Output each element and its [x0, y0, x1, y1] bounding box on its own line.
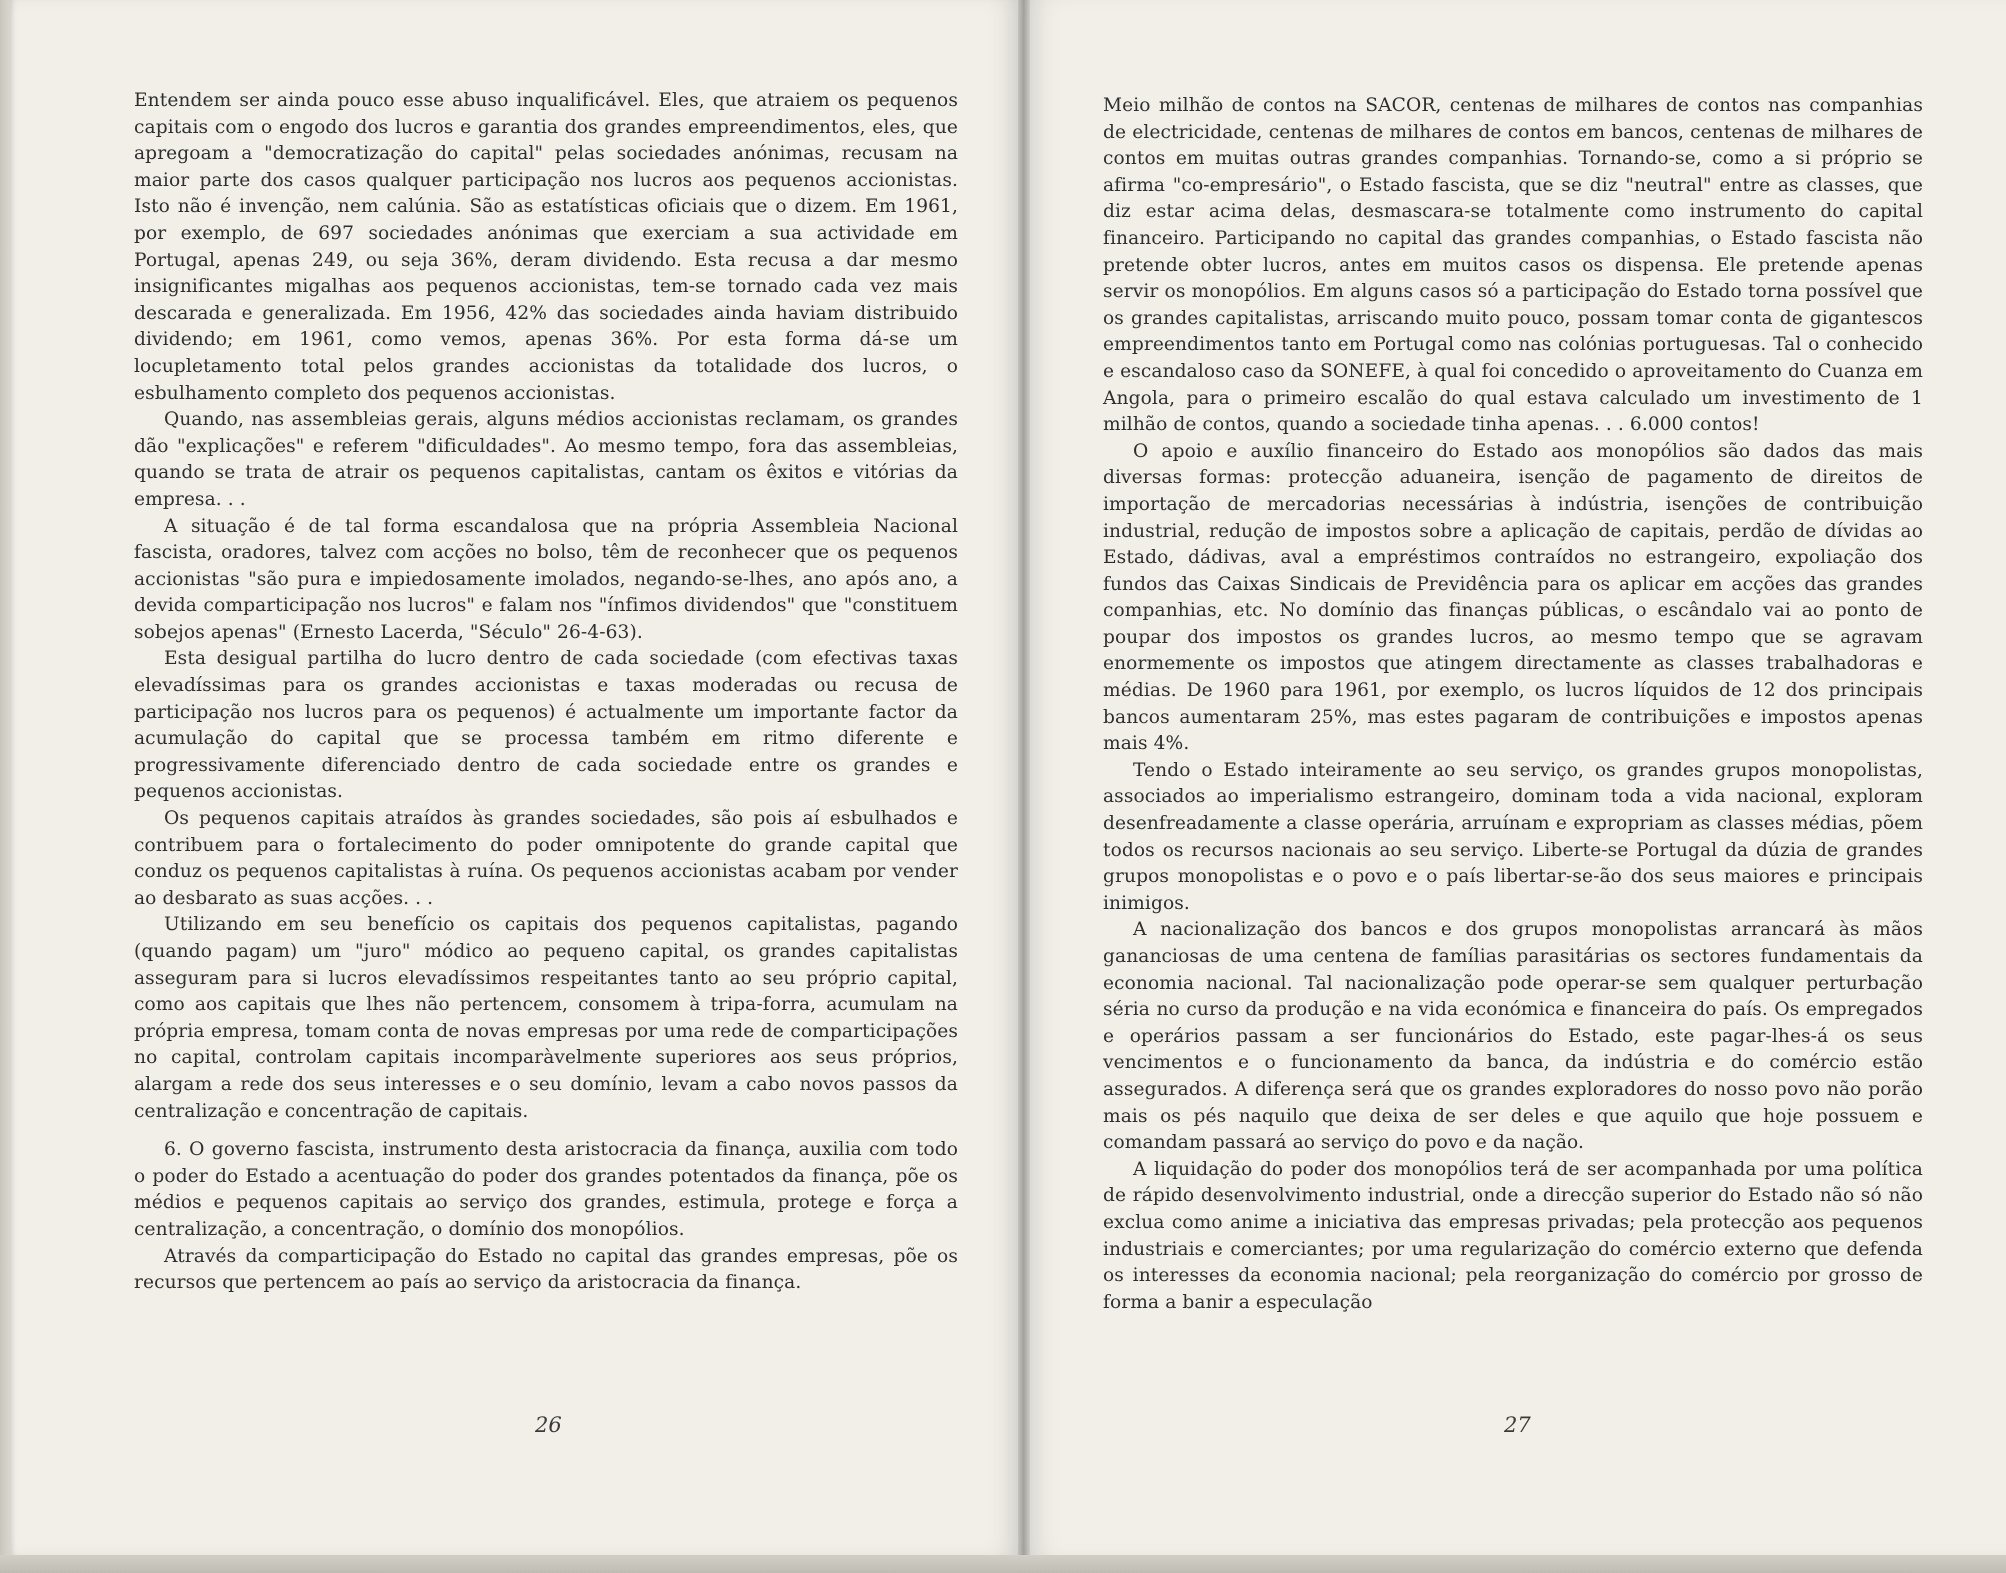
paragraph: O apoio e auxílio financeiro do Estado aos monopólios são dados das mais diversas formas: protecção aduaneira, isenção de pagamento de direitos de importação de mercadorias necessárias à indústria, isenções de contribuição industrial, redução de impostos sobre a aplicação de capitais, perdão de dívidas ao Estado, dádivas, aval a empréstimos contraídos no estrangeiro, expoliação dos fundos das Caixas Sindicais de Previdência para os aplicar em acções das grandes companhias, etc. No domínio das finanças públicas, o escândalo vai ao ponto de poupar dos impostos os grandes lucros, ao mesmo tempo que se agravam enormemente os impostos que atingem directamente as classes trabalhadoras e médias. De 1960 para 1961, por exemplo, os lucros líquidos de 12 dos principais bancos aumentaram 25%, mas estes pagaram de contribuições e impostos apenas mais 4%. — [1103, 440, 1923, 755]
paragraph: Quando, nas assembleias gerais, alguns médios accionistas reclamam, os grandes dão "explicações" e referem "dificuldades". Ao mesmo tempo, fora das assembleias, quando se trata de atrair os pequenos capitalistas, cantam os êxitos e vitórias da empresa. . . — [134, 409, 958, 510]
paragraph: 6. O governo fascista, instrumento desta aristocracia da finança, auxilia com todo o poder do Estado a acentuação do poder dos grandes potentados da finança, põe os médios e pequenos capitais ao serviço dos grandes, estimula, protege e força a centralização, a concentração, o domínio dos monopólios. — [134, 1139, 958, 1240]
page-number: 27 — [1504, 1413, 1531, 1437]
paragraph: A situação é de tal forma escandalosa que na própria Assembleia Nacional fascista, oradores, talvez com acções no bolso, têm de reconhecer que os pequenos accionistas "são pura e impiedosamente imolados, negando-se-lhes, ano após ano, a devida comparticipação nos lucros" e falam nos "ínfimos dividendos" que "constituem sobejos apenas" (Ernesto Lacerda, "Século" 26-4-63). — [134, 515, 958, 643]
right-page-text — [1103, 93, 1923, 1316]
paragraph: A nacionalização dos bancos e dos grupos monopolistas arrancará às mãos gananciosas de uma centena de famílias parasitárias os sectores fundamentais da economia nacional. Tal nacionalização pode operar-se sem qualquer perturbação séria no curso da produção e na vida económica e financeira do país. Os empregados e operários passam a ser funcionários do Estado, este pagar-lhes-á os seus vencimentos e o funcionamento da banca, da indústria e do comércio estão assegurados. A diferença será que os grandes exploradores do nosso povo não porão mais os pés naquilo que deixa de ser deles e que aquilo que hoje possuem e comandam passará ao serviço do povo e da nação. — [1103, 919, 1923, 1154]
paragraph: Os pequenos capitais atraídos às grandes sociedades, são pois aí esbulhados e contribuem para o fortalecimento do poder omnipotente do grande capital que conduz os pequenos capitalistas à ruína. Os pequenos accionistas acabam por vender ao desbarato as suas acções. . . — [134, 808, 958, 909]
paragraph: Através da comparticipação do Estado no capital das grandes empresas, põe os recursos que pertencem ao país ao serviço da aristocracia da finança. — [134, 1245, 958, 1294]
left-page-text — [134, 88, 958, 1297]
paragraph: Tendo o Estado inteiramente ao seu serviço, os grandes grupos monopolistas, associados ao imperialismo estrangeiro, dominam toda a vida nacional, exploram desenfreadamente a classe operária, arruínam e expropriam as classes médias, põem todos os recursos nacionais ao seu serviço. Liberte-se Portugal da dúzia de grandes grupos monopolistas e o povo e o país libertar-se-ão dos seus maiores e principais inimigos. — [1103, 759, 1923, 914]
book-edge-bottom — [0, 1555, 2006, 1573]
book-gutter — [1018, 0, 1030, 1555]
left-page — [10, 0, 1024, 1555]
page-number: 26 — [535, 1413, 562, 1437]
paragraph: A liquidação do poder dos monopólios terá de ser acompanhada por uma política de rápido desenvolvimento industrial, onde a direcção superior do Estado não só não exclua como anime a iniciativa das empresas privadas; pela protecção aos pequenos industriais e comerciantes; por uma regularização do comércio externo que defenda os interesses da economia nacional; pela reorganização do comércio por grosso de forma a banir a especulação — [1103, 1158, 1923, 1313]
paragraph: Entendem ser ainda pouco esse abuso inqualificável. Eles, que atraiem os pequenos capitais com o engodo dos lucros e garantia dos grandes empreendimentos, eles, que apregoam a "democratização do capital" pelas sociedades anónimas, recusam na maior parte dos casos qualquer participação nos lucros aos pequenos accionistas. Isto não é invenção, nem calúnia. São as estatísticas oficiais que o dizem. Em 1961, por exemplo, de 697 sociedades anónimas que exerciam a sua actividade em Portugal, apenas 249, ou seja 36%, deram dividendo. Esta recusa a dar mesmo insignificantes migalhas aos pequenos accionistas, tem-se tornado cada vez mais descarada e generalizada. Em 1956, 42% das sociedades ainda haviam distribuido dividendo; em 1961, como vemos, apenas 36%. Por esta forma dá-se um locupletamento total pelos grandes accionistas da totalidade dos lucros, o esbulhamento completo dos pequenos accionistas. — [134, 90, 958, 404]
paragraph: Esta desigual partilha do lucro dentro de cada sociedade (com efectivas taxas elevadíssimas para os grandes accionistas e taxas moderadas ou recusa de participação nos lucros para os pequenos) é actualmente um importante factor da acumulação do capital que se processa também em ritmo diferente e progressivamente diferenciado dentro de cada sociedade entre os grandes e pequenos accionistas. — [134, 648, 958, 803]
right-page — [1024, 0, 2006, 1555]
paragraph: Utilizando em seu benefício os capitais dos pequenos capitalistas, pagando (quando pagam) um "juro" módico ao pequeno capital, os grandes capitalistas asseguram para si lucros elevadíssimos respeitantes tanto ao seu próprio capital, como aos capitais que lhes não pertencem, consomem à tripa-forra, acumulam na própria empresa, tomam conta de novas empresas por uma rede de comparticipações no capital, controlam capitais incomparàvelmente superiores aos seus próprios, alargam a rede dos seus interesses e o seu domínio, levam a cabo novos passos da centralização e concentração de capitais. — [134, 914, 958, 1122]
paragraph: Meio milhão de contos na SACOR, centenas de milhares de contos nas companhias de electricidade, centenas de milhares de contos em bancos, centenas de milhares de contos em muitas outras grandes companhias. Tornando-se, como a si próprio se afirma "co-empresário", o Estado fascista, que se diz "neutral" entre as classes, que diz estar acima delas, desmascara-se totalmente como instrumento do capital financeiro. Participando no capital das grandes companhias, o Estado fascista não pretende obter lucros, antes em muitos casos os dispensa. Ele pretende apenas servir os monopólios. Em alguns casos só a participação do Estado torna possível que os grandes capitalistas, arriscando muito pouco, possam tomar conta de gigantescos empreendimentos tanto em Portugal como nas colónias portuguesas. Tal o conhecido e escandaloso caso da SONEFE, à qual foi concedido o aproveitamento do Cuanza em Angola, para o primeiro escalão do qual estava calculado um investimento de 1 milhão de contos, quando a sociedade tinha apenas. . . 6.000 contos! — [1103, 95, 1923, 436]
